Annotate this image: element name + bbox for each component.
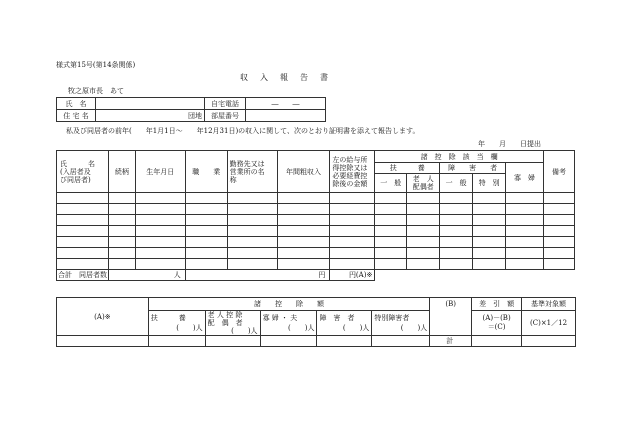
widow-amount[interactable]	[260, 336, 317, 347]
header-disability: 障 害 者	[440, 163, 506, 174]
elderly-cell[interactable]: 老 人 控 除 配 偶 者 ( )人	[205, 311, 260, 336]
complex-label: 団地	[188, 111, 202, 120]
table-row[interactable]	[57, 259, 575, 270]
table-row[interactable]	[57, 237, 575, 248]
a-amount-field[interactable]	[57, 336, 149, 347]
document-title: 収 入 報 告 書	[240, 73, 330, 82]
name-label: 氏 名	[57, 98, 96, 110]
header-remarks: 備考	[544, 151, 575, 193]
header-relation: 続柄	[108, 151, 135, 193]
special-amount[interactable]	[372, 336, 430, 347]
table-row[interactable]	[57, 215, 575, 226]
table-row[interactable]	[57, 226, 575, 237]
special-disabled-cell[interactable]: 特別障害者 ( )人	[372, 311, 430, 336]
form-label: 様式第15号(第14条関係)	[56, 61, 136, 69]
base-title: 基準対象額	[522, 298, 576, 311]
header-birth: 生年月日	[135, 151, 185, 193]
income-table	[56, 150, 575, 281]
header-widow: 寡 婦	[506, 163, 544, 193]
totals-row	[57, 270, 575, 281]
applicant-info-table	[56, 97, 326, 122]
address-label: 住 宅 名	[57, 110, 96, 122]
home-phone-field[interactable]: ― ―	[246, 98, 326, 110]
b-marker: (B)	[430, 298, 472, 336]
header-general-dependent: 一 般	[375, 174, 407, 193]
table-row[interactable]	[57, 248, 575, 259]
base-amount[interactable]	[522, 336, 576, 347]
header-dependents: 扶 養	[375, 163, 440, 174]
table-row[interactable]	[57, 193, 575, 204]
widow-cell[interactable]: 寡 婦 ・ 夫 ( )人	[260, 311, 317, 336]
disabled-cell[interactable]: 障 害 者 ( )人	[317, 311, 372, 336]
formula-ab: (A)－(B) ＝(C)	[472, 311, 522, 336]
total-label: 合計 同居者数	[57, 271, 107, 279]
header-elderly-spouse: 老 人 配偶者	[407, 174, 440, 193]
header-annual-income: 年間粗収入	[277, 151, 330, 193]
disabled-amount[interactable]	[317, 336, 372, 347]
fuyo-amount[interactable]	[148, 336, 205, 347]
header-workplace: 勤務先又は 営業所の名 称	[227, 151, 277, 193]
table-row[interactable]	[57, 204, 575, 215]
header-name: 氏 名 (入居者及 び同居者)	[57, 151, 109, 193]
submit-date: 年 月 日提出	[478, 140, 541, 148]
complex-field[interactable]	[96, 110, 205, 122]
room-number-field[interactable]	[246, 110, 326, 122]
annual-income-total[interactable]: 円	[185, 270, 330, 281]
name-field[interactable]	[96, 98, 205, 110]
elderly-amount[interactable]	[205, 336, 260, 347]
formula-c: (C)×1／12	[522, 311, 576, 336]
diff-amount[interactable]	[472, 336, 522, 347]
header-salary-after: 左の給与所 得控除又は 必要経費控 除後の金額	[330, 151, 375, 193]
header-deduction-group: 諸 控 除 該 当 欄	[375, 151, 544, 163]
addressee: 牧之原市長 あて	[68, 87, 124, 95]
household-count-field[interactable]: 人	[108, 270, 185, 281]
header-special-disabled: 特 別	[473, 174, 506, 193]
fuyo-cell[interactable]: 扶 養 ( )人	[148, 311, 205, 336]
diff-title: 差 引 額	[472, 298, 522, 311]
b-total[interactable]: 計	[430, 336, 472, 347]
deductions-title: 諸 控 除 額	[148, 298, 429, 311]
header-general-disabled: 一 般	[440, 174, 473, 193]
a-total[interactable]: 円(A)※	[330, 270, 375, 281]
deduction-table	[56, 297, 576, 347]
home-phone-label: 自宅電話	[205, 98, 246, 110]
statement-text: 私及び同居者の前年( 年1月1日～ 年12月31日)の収入に関して、次のとおり証明書を添えて報告します。	[66, 127, 420, 135]
room-number-label: 部屋番号	[205, 110, 246, 122]
header-occupation: 職 業	[185, 151, 227, 193]
a-marker: (A)※	[57, 298, 149, 336]
